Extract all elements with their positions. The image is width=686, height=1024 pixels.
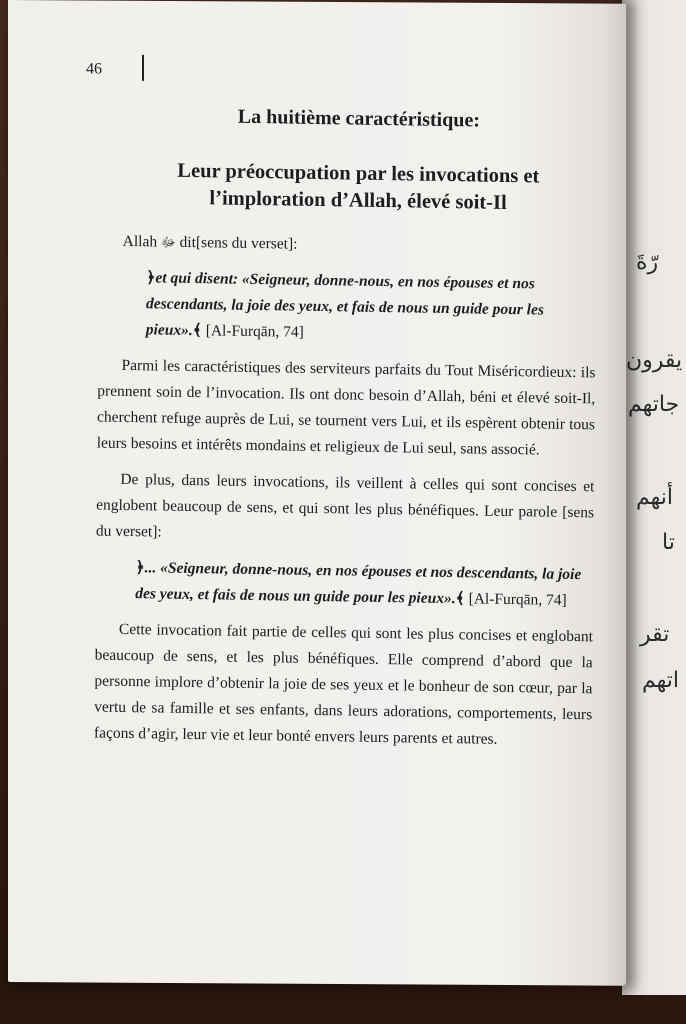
- facing-page-fragment: تقر: [640, 622, 670, 647]
- facing-page-fragment: يقرون: [626, 348, 683, 373]
- facing-page-fragment: اتهم: [642, 668, 680, 693]
- paragraph-3: Cette invocation fait partie de celles qui sont les plus concises et englobant beaucoup de sens, et les plus bénéfiques. Elle comprend d’abord que la personne implore d’obtenir la joie de ses yeux et le bonheur de son cœur, par la vertu de sa famille et ses enfants, dans leurs adorations, comportements, leurs façons d’agir, leur vie et leur bonté envers leurs parents et autres.: [93, 620, 594, 748]
- facing-page-fragment: تا: [662, 530, 675, 555]
- honorific-glyph: ﷻ: [160, 235, 176, 251]
- page-content: [94, 104, 598, 765]
- page-number: 46: [86, 60, 102, 78]
- section-title-line1: Leur préoccupation par les invocations et: [177, 159, 540, 188]
- ornament-open: ﴿: [146, 269, 156, 287]
- ornament-open: ﴿: [135, 559, 145, 577]
- intro-allah: Allah: [122, 232, 158, 251]
- quote-reference: [Al-Furqān, 74]: [201, 322, 304, 341]
- quote-text: et qui disent: «Seigneur, donne-nous, en nos épouses et nos descendants, la joie des yeux, et fais de nous un guide pour les pieux».: [145, 269, 545, 340]
- facing-page-fragment: جاتهم: [628, 392, 680, 417]
- ornament-close: ﴾: [192, 322, 202, 340]
- section-title: [99, 157, 597, 219]
- ornament-close: ﴾: [455, 590, 465, 608]
- book-page: [8, 0, 626, 986]
- chapter-title: La huitième caractéristique:: [237, 105, 481, 132]
- folio-divider: [142, 55, 144, 81]
- quran-quote-2: [135, 555, 593, 614]
- paragraph-2: De plus, dans leurs invocations, ils veillent à celles qui sont concises et englobent beaucoup de sens, et qui sont les plus bénéfiques. Leur parole [sens du verset]:: [95, 470, 595, 541]
- quote-reference: [Al-Furqān, 74]: [464, 590, 567, 609]
- quote-text: ... «Seigneur, donne-nous, en nos épouses et nos descendants, la joie des yeux, et fais de nous un guide pour les pieux».: [135, 559, 582, 608]
- paragraph-1: Parmi les caractéristiques des serviteurs parfaits du Tout Miséricordieux: ils prennent soin de l’invocation. Ils ont donc besoin d’Allah, béni et élevé soit-Il, cherchent refuge auprès de Lui, se tournent vers Lui, et ils espèrent obtenir tous leurs besoins et intérêts mondains et religieux de Lui seul, sans associé.: [96, 356, 596, 459]
- section-title-line2: l’imploration d’Allah, élevé soit-Il: [209, 187, 507, 214]
- verse-intro: [123, 233, 597, 260]
- facing-page-fragment: أنهم: [636, 485, 674, 510]
- intro-rest: dit[sens du verset]:: [179, 233, 298, 253]
- quran-quote-1: [146, 265, 597, 350]
- facing-page-fragment: رّةَ: [636, 250, 659, 275]
